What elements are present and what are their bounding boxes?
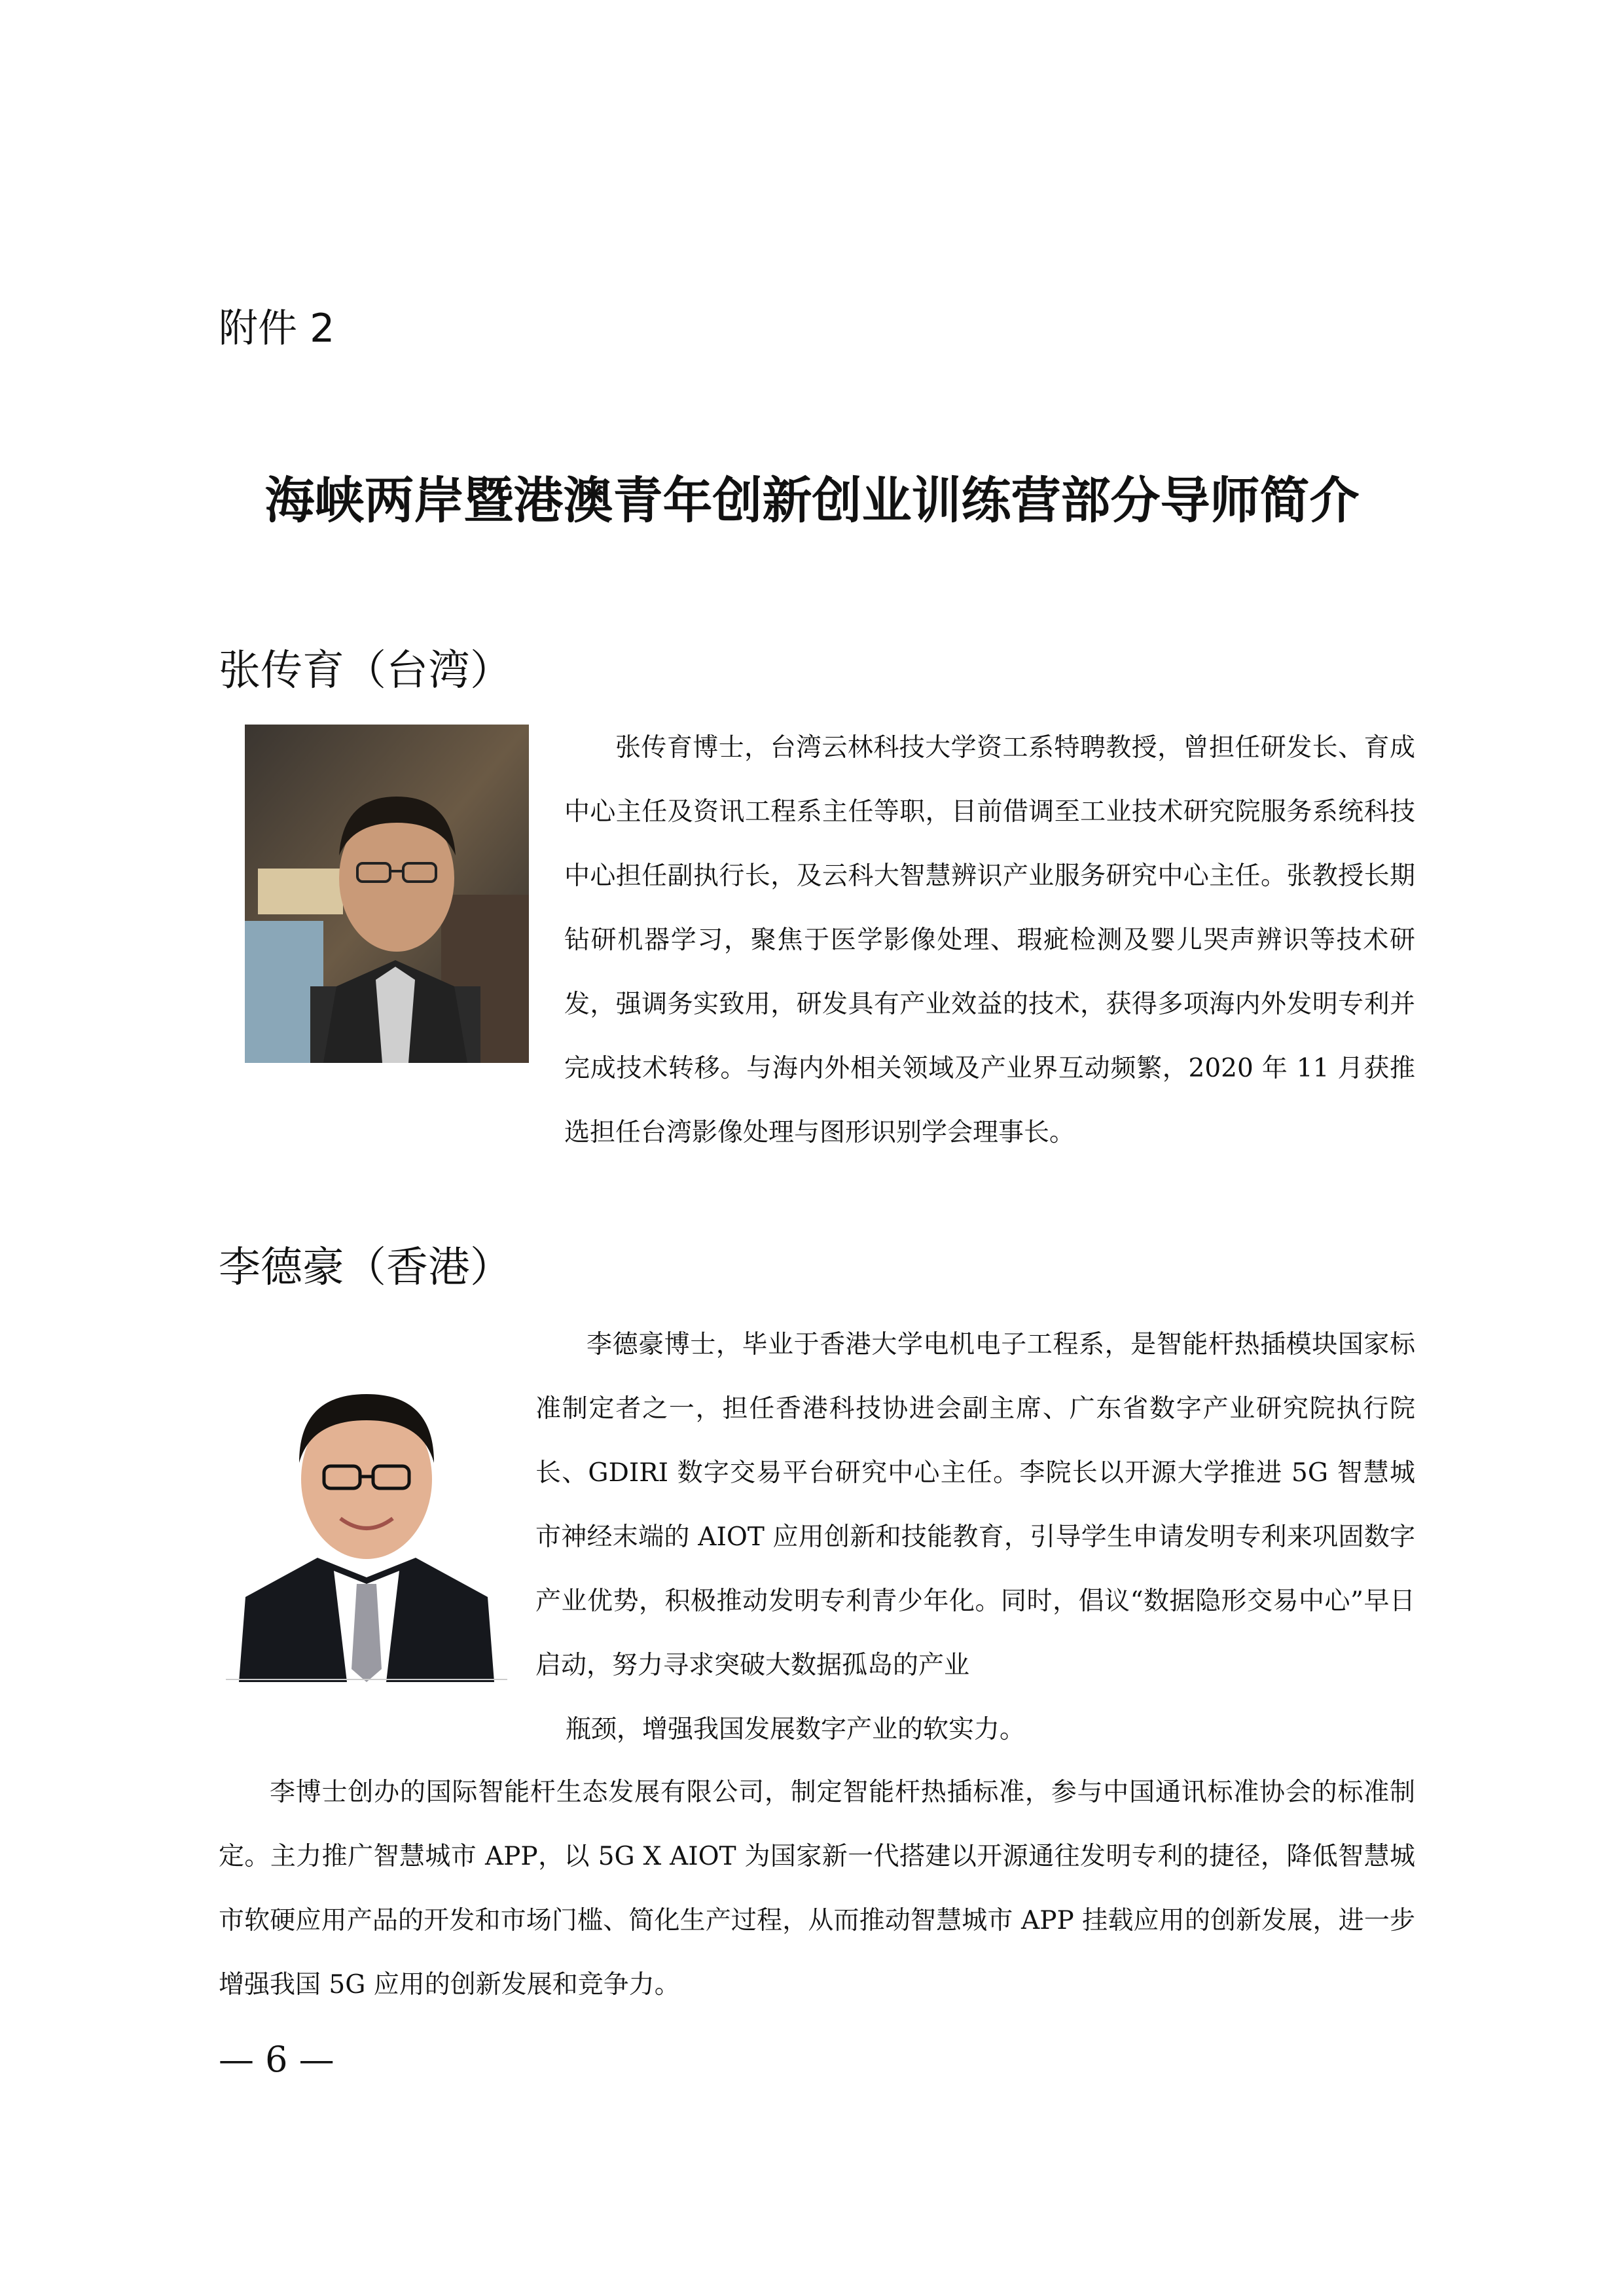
page-title: 海峡两岸暨港澳青年创新创业训练营部分导师简介 xyxy=(264,471,1360,529)
portrait-photo-2-image xyxy=(226,1329,507,1682)
mentor-photo-1 xyxy=(245,725,529,1063)
mentor-bio-2: 李德豪博士，毕业于香港大学电机电子工程系，是智能杆热插模块国家标准制定者之一，担任香港科技协进会副主席、广东省数字产业研究院执行院长、GDIRI 数字交易平台研究中心主任。李院长以开源大学推进 5G 智慧城市神经末端的 AIOT 应用创新和技能教育，引导学生申请发明专利来巩固数字产业优势，积极推动发明专利青少年化。同时，倡议“数据隐形交易中心”早日启动，努力寻求突破大数据孤岛的产业 xyxy=(535,1330,1415,1680)
mentor-name-2: 李德豪（香港） xyxy=(219,1244,512,1292)
portrait-photo-1-image xyxy=(245,725,529,1063)
mentor-name-1: 张传育（台湾） xyxy=(219,647,512,695)
attachment-label: 附件 2 xyxy=(219,306,335,351)
page-number: — 6 — xyxy=(219,2039,334,2080)
mentor-bio-2-last-line: 瓶颈，增强我国发展数字产业的软实力。 xyxy=(566,1715,1026,1744)
mentor-bio-2-extra: 李博士创办的国际智能杆生态发展有限公司，制定智能杆热插标准，参与中国通讯标准协会的标准制定。主力推广智慧城市 APP，以 5G X AIOT 为国家新一代搭建以开源通往发明专利的捷径，降低智慧城市软硬应用产品的开发和市场门槛、简化生产过程，从而推动智慧城市 APP 挂载应用的创新发展，进一步增强我国 5G 应用的创新发展和竞争力。 xyxy=(219,1778,1415,2000)
mentor-photo-2 xyxy=(226,1329,507,1682)
mentor-bio-1: 张传育博士，台湾云林科技大学资工系特聘教授，曾担任研发长、育成中心主任及资讯工程系主任等职，目前借调至工业技术研究院服务系统科技中心担任副执行长，及云科大智慧辨识产业服务研究中心主任。张教授长期钻研机器学习，聚焦于医学影像处理、瑕疵检测及婴儿哭声辨识等技术研发，强调务实致用，研发具有产业效益的技术，获得多项海内外发明专利并完成技术转移。与海内外相关领域及产业界互动频繁，2020 年 11 月获推选担任台湾影像处理与图形识别学会理事长。 xyxy=(564,733,1415,1147)
